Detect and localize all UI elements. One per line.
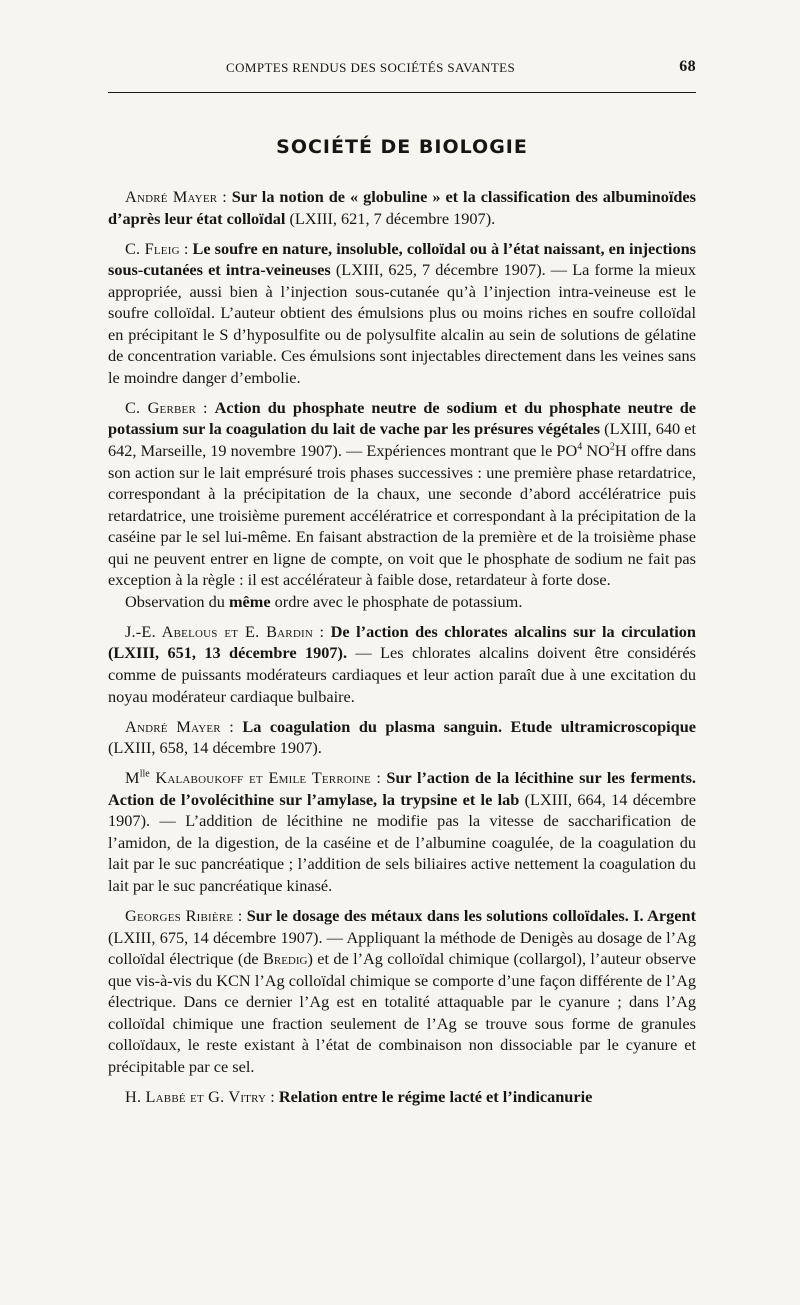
entry-reference: (LXIII, 658, 14 décembre 1907). xyxy=(108,738,322,758)
entry-mayer-globuline xyxy=(108,186,696,229)
entry-title: Le soufre en nature, insoluble, colloïdal ou à l’état naissant, en injections sous-cutanées et intra-veineuses xyxy=(108,238,696,280)
author-title-superscript: lle xyxy=(139,768,150,780)
entry-separator: : xyxy=(233,905,247,925)
entry-gerber-phosphate xyxy=(108,397,696,591)
entry-gerber-observation xyxy=(108,591,696,613)
observation-text: Observation du xyxy=(125,591,229,611)
article-body xyxy=(108,186,696,1116)
entry-title: Sur la notion de « globuline » et la classification des albuminoïdes d’après leur état colloïdal xyxy=(108,187,696,228)
entry-ribiere-metaux xyxy=(108,905,696,1077)
entry-abstract-part: H offre dans son action sur le lait emprésuré trois phases successives : une première phase retardatrice, correspondant à la précipitation de la chaux, une seconde d’abord accélératrice puis retardatrice, une troisième purement accélératrice et correspondant à la précipitation de la caséine par le sel lui-même. En faisant abstraction de la première et de la troisième phase qui ne peuvent entrer en ligne de compte, on voit que le phosphate de sodium ne fait pas exception à la règle : il est accélérateur à faible dose, retardateur à forte dose. xyxy=(108,441,696,590)
formula-superscript: 2 xyxy=(609,441,615,453)
entry-author: C. Fleig xyxy=(125,238,180,258)
entry-author: Georges Ribière xyxy=(125,905,234,925)
entry-reference: (LXIII, 625, 7 décembre 1907). xyxy=(330,260,546,280)
entry-title: Sur l’action de la lécithine sur les ferments. Action de l’ovolécithine sur l’amylase, la trypsine et le lab xyxy=(108,768,696,809)
entry-author: H. Labbé et G. Vitry xyxy=(125,1086,267,1106)
entry-title: Sur le dosage des métaux dans les solutions colloïdales. I. Argent xyxy=(246,905,696,925)
entry-abstract: — Les chlorates alcalins doivent être considérés comme de puissants modérateurs cardiaques et leur action paraît due à une excitation du noyau modérateur cardiaque bulbaire. xyxy=(108,643,696,706)
entry-author: André Mayer xyxy=(125,716,221,736)
running-head xyxy=(108,60,696,80)
entry-separator: : xyxy=(266,1086,279,1106)
entry-separator: : xyxy=(370,768,387,788)
cited-author: Bredig xyxy=(263,949,308,969)
observation-text: ordre avec le phosphate de potassium. xyxy=(270,591,523,611)
entry-abstract: — La forme la mieux appropriée, aussi bien à l’injection sous-cutanée qu’à l’injection intra-veineuse est le soufre colloïdal. L’auteur obtient des émulsions plus ou moins riches en soufre colloïdal en précipitant le S d’hyposulfite ou de polysulfite alcalin au sein de solutions de gélatine de concentration variable. Ces émulsions sont injectables directement dans les veines sans le moindre danger d’embolie. xyxy=(108,260,696,387)
entry-separator: : xyxy=(195,397,215,417)
entry-author: Kalaboukoff et Emile Terroine xyxy=(149,768,371,788)
entry-reference: (LXIII, 621, 7 décembre 1907). xyxy=(285,208,496,228)
running-title: COMPTES RENDUS DES SOCIÉTÉS SAVANTES xyxy=(226,60,516,75)
entry-title: De l’action des chlorates alcalins sur la circulation (LXIII, 651, 13 décembre 1907). xyxy=(108,621,696,663)
header-rule xyxy=(108,92,696,93)
observation-emphasis: même xyxy=(229,591,271,611)
entry-separator: : xyxy=(220,716,243,736)
entry-separator: : xyxy=(179,238,193,258)
entry-mayer-coagulation xyxy=(108,716,696,759)
entry-separator: : xyxy=(313,621,331,641)
entry-author: C. Gerber xyxy=(125,397,196,417)
entry-author: André Mayer xyxy=(125,187,218,206)
entry-title: Action du phosphate neutre de sodium et du phosphate neutre de potassium sur la coagulation du lait de vache par les présures végétales xyxy=(108,397,697,439)
section-title: SOCIÉTÉ DE BIOLOGIE xyxy=(276,136,528,158)
entry-kalaboukoff-lecithine xyxy=(108,767,696,896)
entry-reference: (LXIII, 664, 14 décembre 1907). xyxy=(108,789,696,831)
page-number: 68 xyxy=(679,58,696,75)
entry-reference: (LXIII, 675, 14 décembre 1907). xyxy=(108,927,323,947)
entry-title: Relation entre le régime lacté et l’indicanurie xyxy=(278,1086,593,1106)
entry-reference: (LXIII, 640 et 642, Marseille, 19 novembre 1907). xyxy=(108,419,697,461)
formula-superscript: 4 xyxy=(577,441,583,453)
entry-fleig-soufre xyxy=(108,238,696,389)
entry-author: J.-E. Abelous et E. Bardin xyxy=(125,621,313,641)
entry-abstract: — L’addition de lécithine ne modifie pas la vitesse de saccharification de l’amidon, de la digestion, de la caséine et de l’albumine coagulée, de la coagulation du lait par le suc pancréatique ; l’addition de sels biliaires active nettement la coagulation du lait par le suc pancréatique kinasé. xyxy=(108,811,696,895)
entry-labbe-indicanurie xyxy=(108,1086,696,1108)
entry-abstract-part: — Appliquant la méthode de Denigès au dosage de l’Ag colloïdal électrique (de xyxy=(108,927,696,969)
entry-author: M xyxy=(125,768,140,788)
entry-separator: : xyxy=(217,187,232,206)
entry-abstract-part: NO xyxy=(582,441,610,461)
entry-title: La coagulation du plasma sanguin. Etude ultramicroscopique xyxy=(242,716,696,736)
entry-abelous-chlorates xyxy=(108,621,696,707)
entry-abstract-part: ) et de l’Ag colloïdal chimique (collargol), l’auteur observe que vis-à-vis du KCN l’Ag colloïdal chimique se comporte d’une façon différente de l’Ag électrique. Dans ce dernier l’Ag est en totalité attaquable par le cyanure ; dans l’Ag colloïdal chimique une fraction seulement de l’Ag se trouve sous forme de granules colloïdaux, le reste existant à l’état de combinaison non dissociable par le cyanure et précipitable par ce sel. xyxy=(108,949,696,1076)
entry-abstract-part: — Expériences montrant que le PO xyxy=(341,441,578,461)
